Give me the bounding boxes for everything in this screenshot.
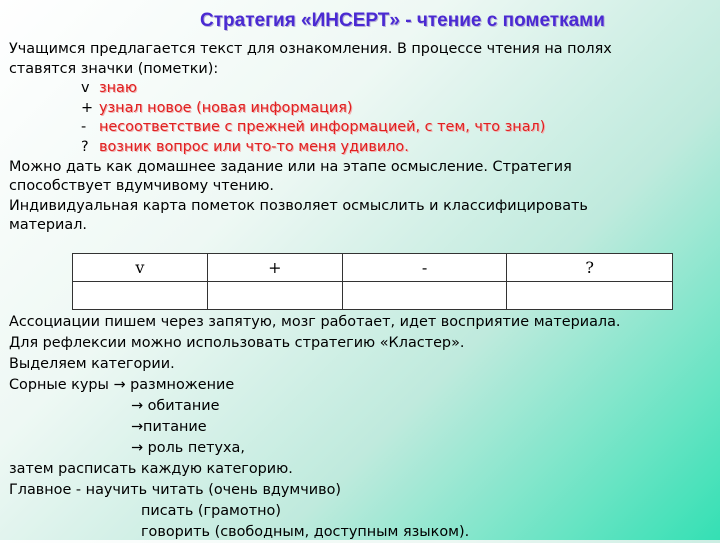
body-line: Главное - научить читать (очень вдумчиво) bbox=[9, 482, 342, 498]
body-line: Можно дать как домашнее задание или на этапе осмысление. Стратегия bbox=[9, 158, 572, 175]
table-header-cell: + bbox=[207, 254, 342, 282]
mark-text: возник вопрос или что-то меня удивило. bbox=[99, 138, 409, 155]
category-line: → обитание bbox=[131, 398, 220, 414]
mark-item-new bbox=[9, 99, 612, 119]
body-line: Выделяем категории. bbox=[9, 356, 175, 372]
mark-item-know bbox=[9, 79, 612, 99]
table-cell bbox=[342, 282, 507, 310]
intro-line: Учащимся предлагается текст для ознакомления. В процессе чтения на полях bbox=[9, 41, 612, 57]
body-line: Индивидуальная карта пометок позволяет осмыслить и классифицировать bbox=[9, 197, 588, 214]
mark-symbol: - bbox=[81, 119, 87, 136]
table-cell bbox=[207, 282, 342, 310]
mark-symbol: + bbox=[81, 99, 94, 116]
body-line: затем расписать каждую категорию. bbox=[9, 461, 293, 477]
intro-line: ставятся значки (пометки): bbox=[9, 60, 219, 77]
body-line: Ассоциации пишем через запятую, мозг работает, идет восприятие материала. bbox=[9, 314, 621, 330]
table-row bbox=[73, 282, 673, 310]
table-header-row bbox=[73, 254, 673, 282]
mark-symbol: v bbox=[81, 80, 90, 97]
mark-text: узнал новое (новая информация) bbox=[99, 99, 353, 116]
body-line: способствует вдумчивому чтению. bbox=[9, 178, 274, 195]
intro-block bbox=[9, 40, 612, 236]
category-line: →питание bbox=[131, 419, 207, 435]
mark-text: несоответствие с прежней информацией, с тем, что знал) bbox=[99, 119, 546, 136]
table-header-cell: - bbox=[342, 254, 507, 282]
body-line: Сорные куры → размножение bbox=[9, 377, 235, 393]
body-line: материал. bbox=[9, 217, 87, 234]
table-cell bbox=[507, 282, 673, 310]
marks-table bbox=[72, 253, 673, 310]
goal-line: писать (грамотно) bbox=[141, 503, 281, 519]
page-title: Стратегия «ИНСЕРТ» - чтение с пометками bbox=[200, 10, 605, 31]
category-line: → роль петуха, bbox=[131, 440, 245, 456]
body-line: Для рефлексии можно использовать стратегию «Кластер». bbox=[9, 335, 465, 351]
mark-text: знаю bbox=[99, 80, 137, 97]
bottom-block bbox=[9, 312, 621, 543]
mark-symbol: ? bbox=[81, 138, 89, 155]
goal-line: говорить (свободным, доступным языком). bbox=[141, 524, 470, 540]
mark-item-question bbox=[9, 138, 612, 158]
table-header-cell: ? bbox=[507, 254, 673, 282]
mark-item-mismatch bbox=[9, 118, 612, 138]
table-cell bbox=[73, 282, 208, 310]
table-header-cell: v bbox=[73, 254, 208, 282]
